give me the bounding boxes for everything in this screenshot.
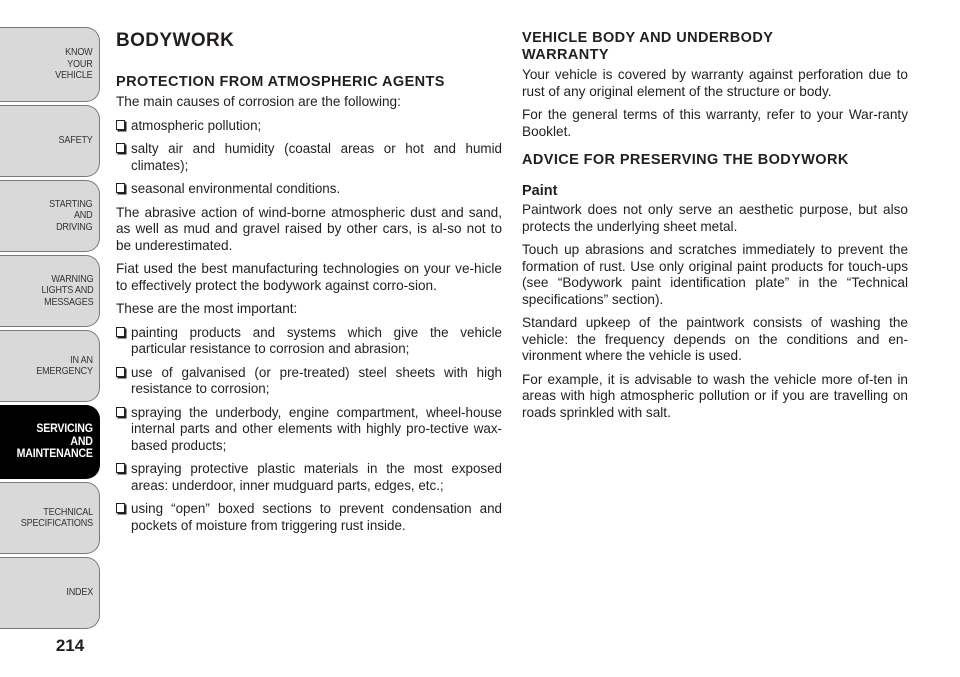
paint-heading: Paint [522,183,558,199]
list-item-text: use of galvanised (or pre-treated) steel sheets with high resistance to corrosion; [131,364,502,396]
paragraph: For example, it is advisable to wash the vehicle more of-ten in areas with high atmospheric pollution or if you are travelling on roads sprinkled with salt. [522,371,908,420]
checkbox-bullet-icon [116,143,125,153]
list-item-text: salty air and humidity (coastal areas or hot and humid climates); [131,141,502,173]
paragraph: Paintwork does not only serve an aesthetic purpose, but also protects the underlying sheet metal. [522,202,908,234]
list-item [116,501,502,534]
list-item [116,461,502,494]
paragraph: Your vehicle is covered by warranty against perforation due to rust of any original element of the structure or body. [522,67,908,99]
list-item [116,365,502,398]
list-item-text: using “open” boxed sections to prevent condensation and pockets of moisture from triggering rust inside. [131,501,502,533]
list-item-text: atmospheric pollution; [131,117,262,133]
page-title: BODYWORK [116,30,235,51]
left-column [116,30,502,541]
tab-label: STARTING AND DRIVING [49,197,93,233]
paragraph: Standard upkeep of the paintwork consists of washing the vehicle: the frequency depends on the conditions and en-vironment where the vehicle is used. [522,315,908,363]
tab-in-an-emergency[interactable] [0,330,100,402]
list-item-text: painting products and systems which give the vehicle particular resistance to corrosion and abrasion; [131,324,502,356]
list-item [116,118,502,135]
list-item [116,141,502,174]
tab-safety[interactable] [0,105,100,177]
checkbox-bullet-icon [116,183,125,193]
checkbox-bullet-icon [116,120,125,130]
tab-label: SAFETY [58,134,93,147]
paragraph: For the general terms of this warranty, refer to your War-ranty Booklet. [522,107,908,139]
checkbox-bullet-icon [116,503,125,513]
list-item-text: spraying protective plastic materials in the most exposed areas: underdoor, inner mudguard parts, edges, etc.; [131,461,502,493]
tab-label: INDEX [66,586,93,599]
checkbox-bullet-icon [116,463,125,473]
checkbox-bullet-icon [116,407,125,417]
paragraph: Touch up abrasions and scratches immediately to prevent the formation of rust. Use only original paint products for touch-ups (see “Bodywork paint identification plate” in the “Technical specifications” section). [522,242,908,307]
tab-label: SERVICING AND MAINTENANCE [16,423,93,461]
paragraph: The abrasive action of wind-borne atmospheric dust and sand, as well as mud and gravel raised by other cars, is al-so not to be underestimated. [116,204,502,253]
tab-label: TECHNICAL SPECIFICATIONS [20,505,93,529]
advice-heading: ADVICE FOR PRESERVING THE BODYWORK [522,152,849,168]
tab-index[interactable] [0,557,100,629]
tab-label: IN AN EMERGENCY [36,353,93,377]
tab-starting-and-driving[interactable] [0,180,100,252]
checkbox-bullet-icon [116,367,125,377]
tab-label: WARNING LIGHTS AND MESSAGES [41,272,93,308]
intro-text: The main causes of corrosion are the following: [116,94,401,109]
section-heading: PROTECTION FROM ATMOSPHERIC AGENTS [116,74,445,90]
list-item [116,325,502,358]
tab-know-your-vehicle[interactable] [0,27,100,102]
warranty-heading: VEHICLE BODY AND UNDERBODY WARRANTY [522,30,774,63]
list-item [116,405,502,455]
checkbox-bullet-icon [116,327,125,337]
tab-warning-lights-and-messages[interactable] [0,255,100,327]
list-item-text: spraying the underbody, engine compartment, wheel-house internal parts and other elements with highly pro-tective wax-based products; [131,404,502,453]
tab-servicing-and-maintenance[interactable] [0,405,100,479]
tab-label: KNOW YOUR VEHICLE [55,46,93,82]
page-number: 214 [55,636,85,655]
tab-technical-specifications[interactable] [0,482,100,554]
paragraph: These are the most important: [116,301,298,316]
list-item [116,181,502,198]
paragraph: Fiat used the best manufacturing technologies on your ve-hicle to effectively protect the bodywork against corro-sion. [116,261,502,293]
right-column [522,30,908,428]
list-item-text: seasonal environmental conditions. [131,181,341,196]
